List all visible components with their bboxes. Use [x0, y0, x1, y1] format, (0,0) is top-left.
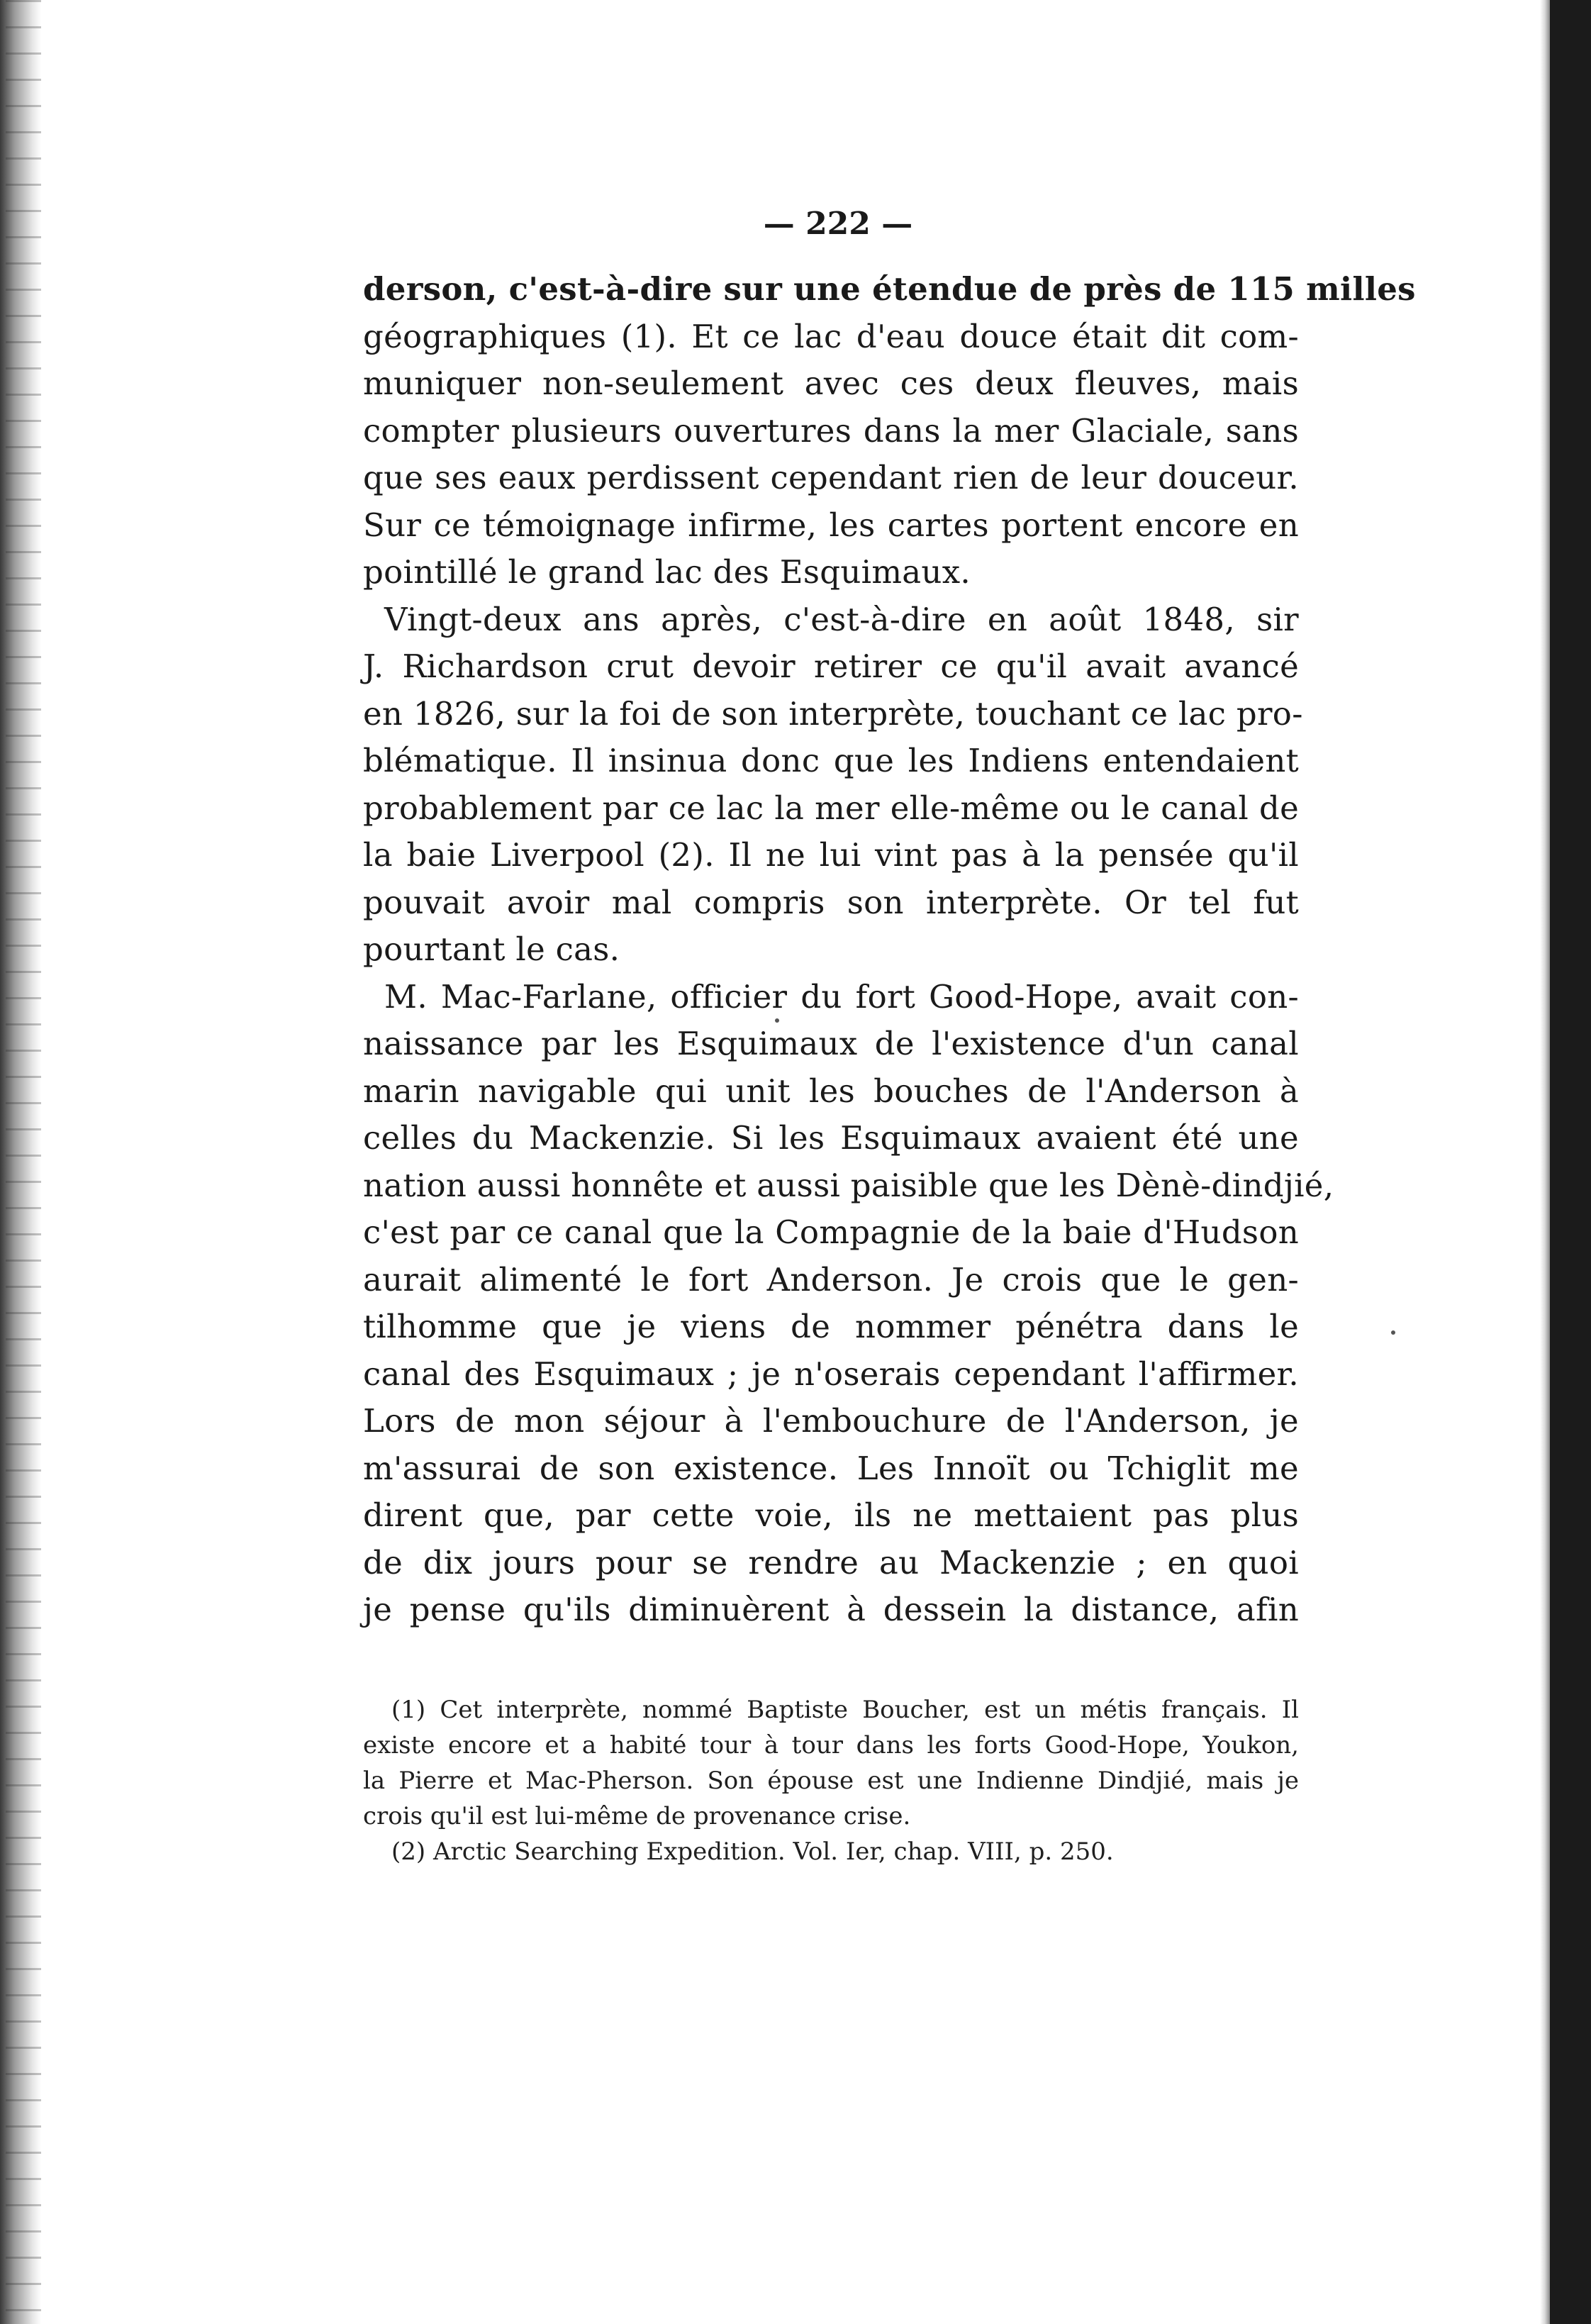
- text-line: derson, c'est-à-dire sur une étendue de près de 115 milles: [363, 270, 1416, 308]
- text-line: compter plusieurs ouvertures dans la mer Glaciale, sans: [363, 411, 1299, 450]
- text-line: dirent que, par cette voie, ils ne mettaient pas plus: [363, 1496, 1299, 1534]
- text-line: blématique. Il insinua donc que les Indiens entendaient: [363, 742, 1299, 779]
- text-line: Sur ce témoignage infirme, les cartes portent encore en: [363, 506, 1299, 544]
- footnotes: [363, 1692, 1299, 1869]
- footnote-line: (2) Arctic Searching Expedition. Vol. Ier, chap. VIII, p. 250.: [391, 1837, 1114, 1866]
- text-line: marin navigable qui unit les bouches de l'Anderson à: [363, 1072, 1299, 1110]
- footnote-line: la Pierre et Mac-Pherson. Son épouse est une Indienne Dindjié, mais je: [363, 1766, 1299, 1795]
- text-line: je pense qu'ils diminuèrent à dessein la distance, afin: [363, 1591, 1299, 1628]
- text-line: naissance par les Esquimaux de l'existence d'un canal: [363, 1025, 1299, 1062]
- text-line: J. Richardson crut devoir retirer ce qu'il avait avancé: [363, 647, 1299, 685]
- text-line: m'assurai de son existence. Les Innoït ou Tchiglit me: [363, 1449, 1299, 1487]
- text-line: Lors de mon séjour à l'embouchure de l'Anderson, je: [363, 1402, 1299, 1440]
- text-line: tilhomme que je viens de nommer pénétra dans le: [363, 1308, 1299, 1345]
- text-line: nation aussi honnête et aussi paisible que les Dènè-dindjié,: [363, 1166, 1334, 1204]
- text-line: de dix jours pour se rendre au Mackenzie ; en quoi: [363, 1543, 1299, 1581]
- scan-speck: [775, 1018, 779, 1023]
- text-line: en 1826, sur la foi de son interprète, touchant ce lac pro-: [363, 694, 1303, 733]
- body-text: [363, 266, 1416, 1634]
- footnote-line: crois qu'il est lui-même de provenance crise.: [363, 1801, 911, 1830]
- footnote-line: existe encore et a habité tour à tour dans les forts Good-Hope, Youkon,: [363, 1730, 1299, 1759]
- scan-binding-texture: [6, 0, 41, 2324]
- text-line: que ses eaux perdissent cependant rien de leur douceur.: [363, 459, 1299, 496]
- text-line: la baie Liverpool (2). Il ne lui vint pas à la pensée qu'il: [363, 836, 1299, 874]
- text-line: pouvait avoir mal compris son interprète. Or tel fut: [363, 883, 1299, 921]
- page-text-block: [363, 206, 1416, 1869]
- text-line: muniquer non-seulement avec ces deux fleuves, mais: [363, 365, 1299, 402]
- footnote-line: (1) Cet interprète, nommé Baptiste Boucher, est un métis français. Il: [391, 1695, 1299, 1724]
- text-line: probablement par ce lac la mer elle-même ou le canal de: [363, 789, 1299, 827]
- text-line: c'est par ce canal que la Compagnie de la baie d'Hudson: [363, 1213, 1299, 1251]
- scan-page-edge-shadow: [1540, 0, 1550, 2324]
- text-line: aurait alimenté le fort Anderson. Je crois que le gen-: [363, 1260, 1299, 1299]
- text-line: pointillé le grand lac des Esquimaux.: [363, 553, 971, 591]
- text-line: M. Mac-Farlane, officier du fort Good-Hope, avait con-: [384, 977, 1299, 1016]
- scan-speck: [1391, 1330, 1395, 1335]
- page-number: — 222 —: [763, 206, 913, 242]
- text-line: pourtant le cas.: [363, 930, 620, 968]
- text-line: Vingt-deux ans après, c'est-à-dire en août 1848, sir: [384, 600, 1299, 638]
- text-line: géographiques (1). Et ce lac d'eau douce était dit com-: [363, 317, 1299, 355]
- text-line: canal des Esquimaux ; je n'oserais cependant l'affirmer.: [363, 1355, 1299, 1393]
- text-line: celles du Mackenzie. Si les Esquimaux avaient été une: [363, 1119, 1299, 1157]
- scan-right-border: [1550, 0, 1591, 2324]
